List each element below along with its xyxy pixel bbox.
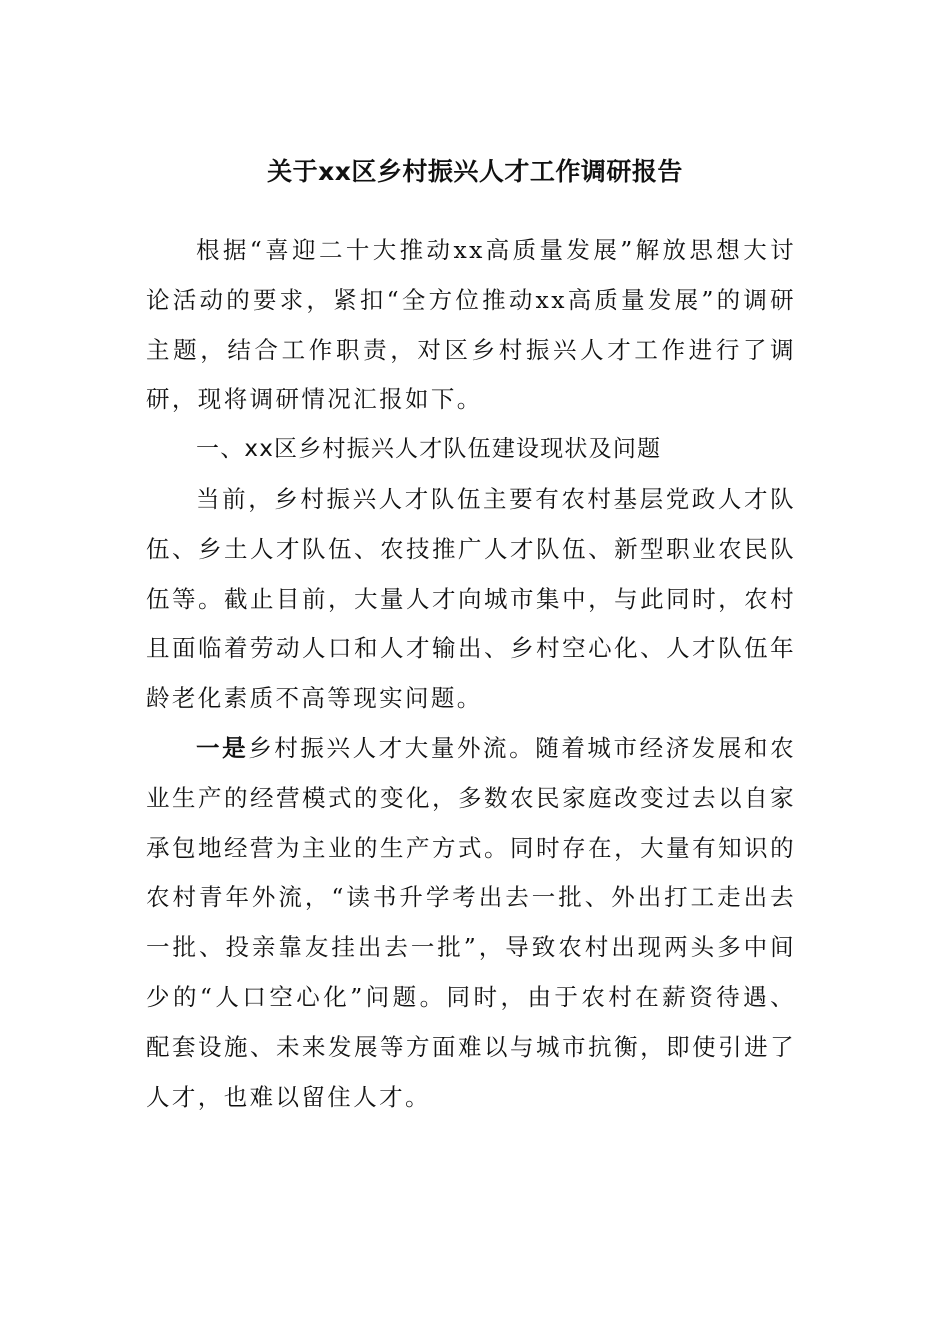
document-body — [146, 226, 796, 1122]
intro-paragraph: 根据“喜迎二十大推动xx高质量发展”解放思想大讨论活动的要求，紧扣“全方位推动xx高质量发展”的调研主题，结合工作职责，对区乡村振兴人才工作进行了调研，现将调研情况汇报如下。 — [146, 236, 796, 414]
point-paragraph — [146, 724, 796, 1122]
section-paragraph: 当前，乡村振兴人才队伍主要有农村基层党政人才队伍、乡土人才队伍、农技推广人才队伍、新型职业农民队伍等。截止目前，大量人才向城市集中，与此同时，农村且面临着劳动人口和人才输出、乡村空心化、人才队伍年龄老化素质不高等现实问题。 — [146, 484, 796, 713]
point-lead: 一是 — [196, 733, 249, 762]
point-text: 乡村振兴人才大量外流。随着城市经济发展和农业生产的经营模式的变化，多数农民家庭改变过去以自家承包地经营为主业的生产方式。同时存在，大量有知识的农村青年外流，“读书升学考出去一批、外出打工走出去一批、投亲靠友挂出去一批”，导致农村出现两头多中间少的“人口空心化”问题。同时，由于农村在薪资待遇、配套设施、未来发展等方面难以与城市抗衡，即使引进了人才，也难以留住人才。 — [146, 733, 796, 1111]
document-title: 关于xx区乡村振兴人才工作调研报告 — [267, 157, 683, 186]
section-heading: 一、xx区乡村振兴人才队伍建设现状及问题 — [196, 436, 662, 463]
